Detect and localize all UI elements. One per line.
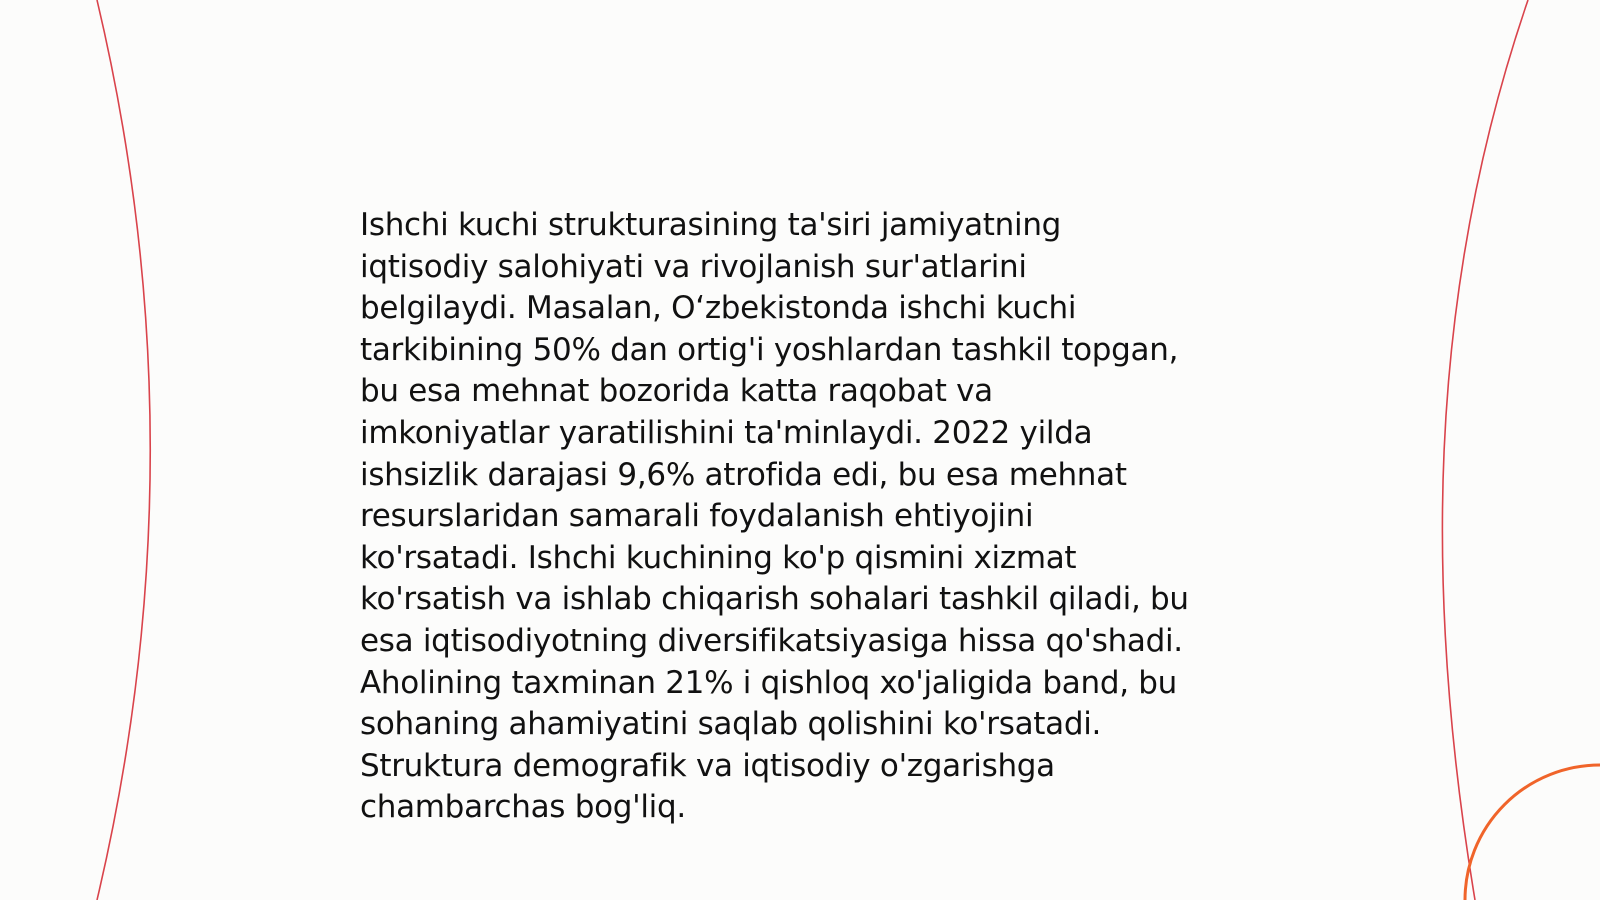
left-decorative-arc [97, 0, 150, 900]
body-text: Ishchi kuchi strukturasining ta'siri jamiyatning iqtisodiy salohiyati va rivojlanish sur'atlarini belgilaydi. Masalan, O‘zbekistonda ishchi kuchi tarkibining 50% dan ortig'i yoshlardan tashkil topgan, bu esa mehnat bozorida katta raqobat va imkoniyatlar yaratilishini ta'minlaydi. 2022 yilda ishsizlik darajasi 9,6% atrofida edi, bu esa mehnat resurslaridan samarali foydalanish ehtiyojini ko'rsatadi. Ishchi kuchining ko'p qismini xizmat ko'rsatish va ishlab chiqarish sohalari tashkil qiladi, bu esa iqtisodiyotning diversifikatsiyasiga hissa qo'shadi. Aholining taxminan 21% i qishloq xo'jaligida band, bu sohaning ahamiyatini saqlab qolishini ko'rsatadi. Struktura demografik va iqtisodiy o'zgarishga chambarchas bog'liq. [360, 207, 1189, 826]
corner-decorative-circle [1465, 765, 1600, 900]
right-decorative-arc [1442, 0, 1528, 900]
